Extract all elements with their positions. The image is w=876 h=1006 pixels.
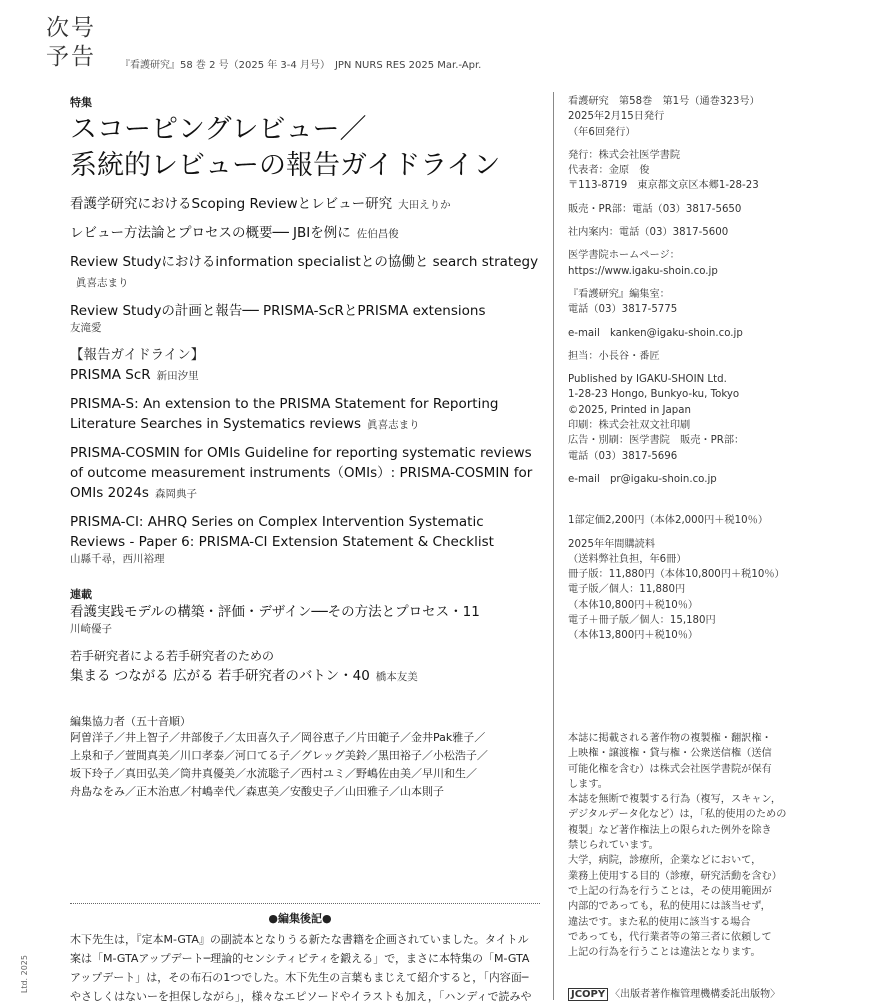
colophon-line: 代表者：金原 俊 bbox=[568, 165, 650, 177]
feature-label: 特集 bbox=[70, 96, 92, 109]
colophon-line: e-mail pr@igaku-shoin.co.jp bbox=[568, 473, 717, 485]
guideline-title: PRISMA-COSMIN for OMIs Guideline for reporting systematic reviews of outcome measurement instruments（OMIs）: PRISMA-COSMIN for OMIs 2024s bbox=[70, 445, 533, 501]
copyright-line: 複製」など著作権法上の限られた例外を除き bbox=[568, 824, 772, 836]
guideline-item bbox=[70, 394, 540, 435]
serial-author: 川崎優子 bbox=[70, 623, 112, 635]
article-item bbox=[70, 194, 540, 215]
article-author: 眞喜志まり bbox=[76, 277, 129, 289]
colophon-line: Published by IGAKU-SHOIN Ltd. bbox=[568, 374, 727, 386]
guideline-item bbox=[70, 365, 540, 386]
colophon bbox=[568, 94, 796, 644]
guideline-title: PRISMA-S: An extension to the PRISMA Statement for Reporting Literature Searches in Systematics reviews bbox=[70, 396, 499, 432]
afterword-title: ●編集後記● bbox=[268, 912, 332, 925]
copyright-line: であっても，代行業者等の第三者に依頼して bbox=[568, 931, 772, 943]
colophon-line: 1部定価2,200円（本体2,000円＋税10％） bbox=[568, 515, 769, 527]
colophon-line: 電話（03）3817-5696 bbox=[568, 450, 678, 462]
colophon-line: 販売・PR部：電話（03）3817-5650 bbox=[568, 203, 742, 215]
colophon-line: 電話（03）3817-5775 bbox=[568, 304, 678, 316]
copyright-line: 可能化権を含む）は株式会社医学書院が保有 bbox=[568, 763, 772, 775]
feature-title-line-2: 系統的レビューの報告ガイドライン bbox=[70, 150, 501, 181]
article-item bbox=[70, 252, 540, 293]
jcopy-notice bbox=[568, 985, 780, 1000]
copyright-notice bbox=[568, 731, 798, 960]
guideline-author: 新田汐里 bbox=[156, 370, 199, 382]
heading-line-2: 予告 bbox=[46, 44, 96, 70]
copyright-line: 上映権・譲渡権・貸与権・公衆送信権（送信 bbox=[568, 748, 772, 760]
serial-author: 橋本友美 bbox=[375, 671, 418, 683]
colophon-line: （送料弊社負担，年6冊） bbox=[568, 553, 687, 565]
copyright-line: で上記の行為を行うことは，その使用範囲が bbox=[568, 885, 772, 897]
contents-column bbox=[70, 94, 540, 801]
colophon-line: 電子＋冊子版／個人：15,180円 bbox=[568, 615, 716, 627]
afterword-line: やさしくはないーを担保しながら」，様々なエピソードやイラストも加え，「ハンディで読みや bbox=[70, 990, 532, 1003]
afterword-line: 案は「M-GTAアップデート─理論的センシティビティを鍛える」で，まさに本特集の「M-GTA bbox=[70, 952, 530, 965]
collaborators-list bbox=[70, 729, 540, 801]
afterword-line: 木下先生は，『定本M-GTA』の副読本となりうる新たな書籍を企画されていました。タイトル bbox=[70, 933, 529, 946]
guideline-author: 森岡典子 bbox=[154, 488, 197, 500]
article-author: 大田えりか bbox=[398, 199, 451, 211]
serial-pretitle: 若手研究者による若手研究者のための bbox=[70, 649, 275, 663]
guideline-author: 眞喜志まり bbox=[367, 419, 420, 431]
article-title: レビュー方法論とプロセスの概要── JBIを例に bbox=[70, 225, 351, 241]
colophon-line: 看護研究 第58巻 第1号（通巻323号） bbox=[568, 96, 760, 107]
serial-title: 集まる つながる 広がる 若手研究者のバトン・40 bbox=[70, 668, 370, 684]
feature-title bbox=[70, 112, 540, 184]
serial-item bbox=[70, 602, 540, 636]
colophon-line: （本体13,800円＋税10％） bbox=[568, 630, 699, 642]
guideline-title: PRISMA-CI: AHRQ Series on Complex Intervention Systematic Reviews - Paper 6: PRISMA-CI Extension Statement & Checklist bbox=[70, 514, 494, 550]
colophon-line: 2025年2月15日発行 bbox=[568, 111, 665, 123]
guideline-item bbox=[70, 443, 540, 504]
copyright-line: 本誌に掲載される著作物の複製権・翻訳権・ bbox=[568, 733, 772, 744]
article-author: 友滝愛 bbox=[70, 322, 102, 334]
jcopy-text: 〈出版者著作権管理機構委託出版物〉 bbox=[610, 989, 781, 1000]
colophon-line: 〒113-8719 東京都文京区本郷1-28-23 bbox=[568, 180, 759, 192]
copyright-line: 違法です。また私的使用に該当する場合 bbox=[568, 916, 751, 928]
copyright-line: 禁じられています。 bbox=[568, 840, 659, 852]
collaborators-line: 阿曽洋子／井上智子／井部俊子／太田喜久子／岡谷恵子／片田範子／金井Pak雅子／ bbox=[70, 731, 486, 744]
colophon-line: 電子版／個人：11,880円 bbox=[568, 584, 686, 596]
article-item bbox=[70, 223, 540, 244]
collaborators-title: 編集協力者（五十音順） bbox=[70, 715, 191, 728]
colophon-line: 2025年年間購読料 bbox=[568, 538, 656, 550]
column-divider bbox=[553, 92, 554, 1000]
colophon-line: 1-28-23 Hongo, Bunkyo-ku, Tokyo bbox=[568, 389, 740, 401]
guideline-item bbox=[70, 512, 540, 566]
colophon-line: https://www.igaku-shoin.co.jp bbox=[568, 265, 718, 277]
copyright-line: デジタルデータ化など）は，「私的使用のための bbox=[568, 809, 787, 821]
serial-item bbox=[70, 646, 540, 687]
serial-title: 看護実践モデルの構築・評価・デザイン──その方法とプロセス・11 bbox=[70, 604, 480, 620]
margin-text: Ltd. 2025 bbox=[20, 955, 29, 994]
colophon-line: （本体10,800円＋税10％） bbox=[568, 599, 699, 611]
copyright-line: 内部的であっても，私的使用には該当せず， bbox=[568, 901, 771, 913]
colophon-line: 発行：株式会社医学書院 bbox=[568, 149, 681, 161]
copyright-line: 大学，病院，診療所，企業などにおいて， bbox=[568, 855, 762, 867]
article-title: 看護学研究におけるScoping Reviewとレビュー研究 bbox=[70, 196, 393, 212]
colophon-line: e-mail kanken@igaku-shoin.co.jp bbox=[568, 327, 743, 339]
afterword-text bbox=[70, 930, 540, 1006]
serial-label: 連載 bbox=[70, 588, 92, 601]
dotted-divider bbox=[70, 903, 540, 904]
collaborators-line: 舟島なをみ／正木治恵／村嶋幸代／森恵美／安酸史子／山田雅子／山本則子 bbox=[70, 785, 444, 798]
colophon-line: 担当：小長谷・番匠 bbox=[568, 350, 660, 362]
guideline-title: PRISMA ScR bbox=[70, 367, 151, 383]
colophon-line: ©2025, Printed in Japan bbox=[568, 404, 691, 416]
colophon-line: 医学書院ホームページ： bbox=[568, 250, 680, 262]
heading-line-1: 次号 bbox=[46, 15, 96, 41]
issue-info: 『看護研究』58 巻 2 号（2025 年 3-4 月号） JPN NURS RES 2025 Mar.-Apr. bbox=[120, 60, 482, 71]
guideline-author: 山縣千尋，西川裕理 bbox=[70, 553, 165, 565]
collaborators-line: 上泉和子／萱間真美／川口孝泰／河口てる子／グレッグ美鈴／黒田裕子／小松浩子／ bbox=[70, 749, 488, 762]
colophon-line: 社内案内：電話（03）3817-5600 bbox=[568, 227, 729, 239]
copyright-line: 本誌を無断で複製する行為（複写，スキャン， bbox=[568, 794, 782, 806]
article-title: Review Studyの計画と報告── PRISMA-ScRとPRISMA extensions bbox=[70, 303, 486, 319]
feature-title-line-1: スコーピングレビュー／ bbox=[70, 114, 367, 145]
collaborators-line: 坂下玲子／真田弘美／筒井真優美／水流聡子／西村ユミ／野嶋佐由美／早川和生／ bbox=[70, 767, 477, 780]
next-issue-heading bbox=[46, 14, 96, 72]
article-author: 佐伯昌俊 bbox=[356, 228, 399, 240]
colophon-line: 『看護研究』編集室： bbox=[568, 288, 670, 300]
article-item bbox=[70, 301, 540, 335]
colophon-line: 冊子版：11,880円（本体10,800円＋税10％） bbox=[568, 569, 785, 581]
colophon-line: 印刷：株式会社双文社印刷 bbox=[568, 420, 691, 432]
copyright-line: 業務上使用する目的（診療，研究活動を含む） bbox=[568, 870, 782, 882]
jcopy-label: JCOPY bbox=[568, 988, 608, 1001]
afterword-line: アップデート」は，その布石の1つでした。木下先生の言葉もまじえて紹介すると，「内容面─ bbox=[70, 971, 529, 984]
colophon-line: （年6回発行） bbox=[568, 126, 636, 138]
copyright-line: 上記の行為を行うことは違法となります。 bbox=[568, 947, 761, 959]
colophon-line: 広告・別刷：医学書院 販売・PR部： bbox=[568, 435, 745, 447]
guidelines-heading: 【報告ガイドライン】 bbox=[70, 347, 205, 363]
article-title: Review Studyにおけるinformation specialistとの協働と search strategy bbox=[70, 254, 539, 270]
copyright-line: します。 bbox=[568, 778, 608, 790]
